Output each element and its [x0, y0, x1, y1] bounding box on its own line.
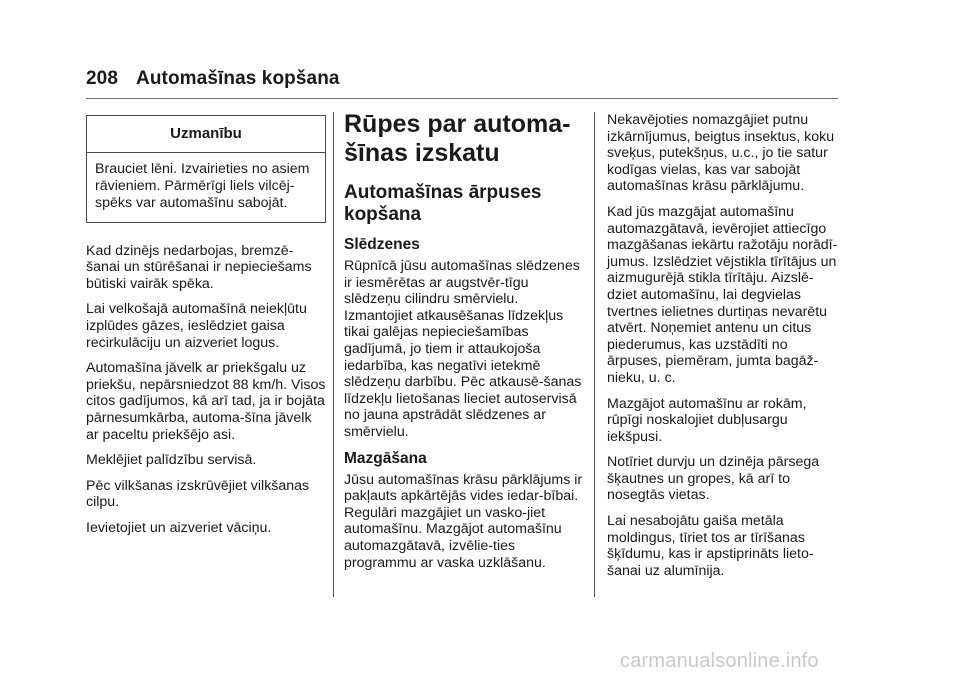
- page-number: 208: [86, 68, 119, 89]
- column-left: [86, 110, 326, 546]
- caution-text: Brauciet lēni. Izvairieties no asiem rāvieniem. Pārmērīgi liels vilcēj-spēks var automašīnu sabojāt.: [95, 160, 310, 211]
- paragraph: Kad dzinējs nedarbojas, bremzē-šanai un stūrēšanai ir nepieciešams būtiski vairāk spēka.: [86, 242, 312, 292]
- locks-text: Rūpnīcā jūsu automašīnas slēdzenes ir iesmērētas ar augstvēr-tīgu slēdzeņu cilindru smērvielu. Izmantojiet atkausēšanas līdzekļus tikai galējas nepieciešamības gadījumā, jo tiem ir attaukojoša iedarbība, kas negatīvi ietekmē slēdzeņu darbību. Pēc atkausē-šanas līdzekļu lietošanas lieciet autoservisā no jauna apstrādāt slēdzenes ar smērvielu.: [344, 258, 582, 440]
- washing-text: Jūsu automašīnas krāsu pārklājums ir pakļauts apkārtējās vides iedar-bībai. Regulāri mazgājiet un vasko-jiet automašīnu. Mazgājot automašīnu automazgātavā, izvēlie-ties programmu ar vaska uzklāšanu.: [344, 471, 583, 571]
- paragraph: Meklējiet palīdzību servisā.: [86, 452, 257, 469]
- caution-box: [86, 115, 326, 223]
- paragraph: Ievietojiet un aizveriet vāciņu.: [86, 519, 272, 536]
- column-middle: [344, 110, 587, 580]
- locks-heading: Slēdzenes: [344, 236, 420, 253]
- column-divider-2: [594, 112, 595, 597]
- washing-heading: Mazgāšana: [344, 449, 427, 467]
- paragraph: Lai nesabojātu gaiša metāla moldingus, tīriet tos ar tīrīšanas šķīdumu, kas ir apstiprināts lieto-šanai uz alumīnija.: [607, 513, 814, 579]
- paragraph: Nekavējoties nomazgājiet putnu izkārnījumus, beigtus insektus, koku sveķus, putekšņus, u.c., jo tie satur kodīgas vielas, kas var sabojāt automašīnas krāsu pārklājumu.: [607, 112, 835, 195]
- paragraph: Notīriet durvju un dzinēja pārsega šķautnes un gropes, kā arī to nosegtās vietas.: [607, 454, 820, 504]
- watermark: carmanualsonline.info: [620, 650, 819, 672]
- paragraph: Automašīna jāvelk ar priekšgalu uz priekšu, nepārsniedzot 88 km/h. Visos citos gadījumos, kā arī tad, ja ir bojāta pārnesumkārba, automa-šīna jāvelk ar paceltu priekšējo asi.: [86, 360, 326, 443]
- paragraph: Pēc vilkšanas izskrūvējiet vilkšanas cilpu.: [86, 477, 310, 511]
- section-title: Rūpes par automa-šīnas izskatu: [344, 110, 571, 167]
- caution-title: Uzmanību: [87, 116, 325, 153]
- paragraph: Lai velkošajā automašīnā neiekļūtu izplūdes gāzes, ieslēdziet gaisa recirkulāciju un aizveriet logus.: [86, 301, 307, 351]
- subsection-title: Automašīnas ārpuses kopšana: [344, 182, 542, 225]
- header-rule: [86, 98, 838, 99]
- column-divider-1: [333, 112, 334, 597]
- paragraph: Kad jūs mazgājat automašīnu automazgātavā, ievērojiet attiecīgo mazgāšanas iekārtu ražotāju norādī-jumus. Izslēdziet vējstikla tīrītājus un aizmugurējā stikla tīrītāju. Aizslē-dziet automašīnu, lai degvielas tvertnes ielietnes durtiņas nevarētu atvērt. Noņemiet antenu un citus piederumus, kas uzstādīti no ārpuses, piemēram, jumta bagāž-nieku, u. c.: [607, 203, 838, 386]
- column-right: [607, 112, 843, 588]
- paragraph: Mazgājot automašīnu ar rokām, rūpīgi noskalojiet dubļusargu iekšpusi.: [607, 395, 807, 445]
- chapter-title: Automašīnas kopšana: [136, 68, 340, 89]
- page-header: [86, 68, 340, 90]
